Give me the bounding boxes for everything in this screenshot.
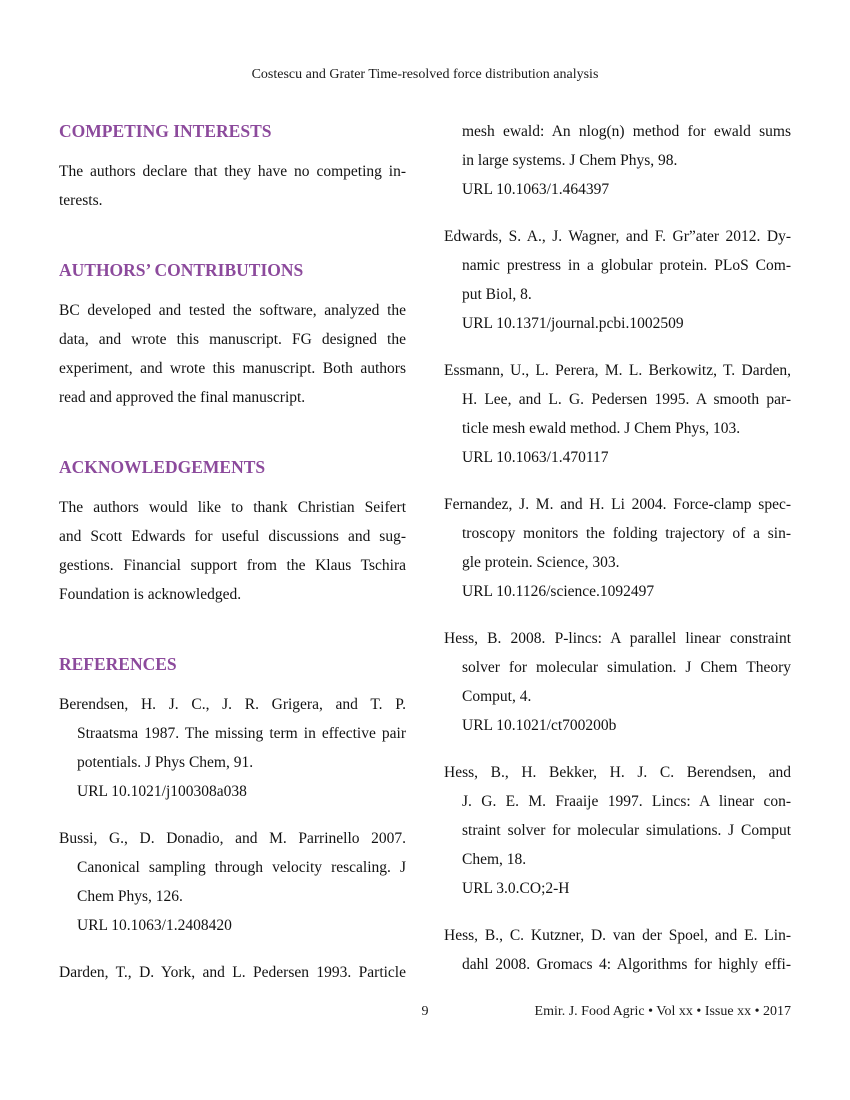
- text-line: gestions. Financial support from the Klaus Tschira: [59, 557, 406, 574]
- reference-line: mesh ewald: An nlog(n) method for ewald sums: [462, 123, 791, 140]
- reference-line: Fernandez, J. M. and H. Li 2004. Force-clamp spec-: [444, 496, 791, 513]
- reference-line: put Biol, 8.: [462, 286, 532, 303]
- text-line: data, and wrote this manuscript. FG designed the: [59, 331, 406, 348]
- right-column: [444, 117, 791, 979]
- reference-line: Chem, 18.: [462, 851, 527, 868]
- reference-item: [59, 958, 406, 987]
- text-line: The authors declare that they have no competing in-: [59, 163, 406, 180]
- reference-line: Canonical sampling through velocity rescaling. J: [77, 859, 406, 876]
- authors-contributions-heading: AUTHORS’ CONTRIBUTIONS: [59, 260, 304, 280]
- reference-line: Comput, 4.: [462, 688, 532, 705]
- reference-line: Chem Phys, 126.: [77, 888, 183, 905]
- reference-line: URL 10.1063/1.2408420: [77, 917, 232, 934]
- left-column: [59, 117, 406, 987]
- journal-info: Emir. J. Food Agric • Vol xx • Issue xx • 2017: [534, 1004, 791, 1019]
- text-line: terests.: [59, 192, 103, 209]
- reference-item: [444, 921, 791, 979]
- reference-line: URL 10.1063/1.470117: [462, 449, 609, 466]
- reference-item: [444, 490, 791, 606]
- reference-item: [444, 356, 791, 472]
- reference-item: [444, 624, 791, 740]
- reference-line: Straatsma 1987. The missing term in effective pair: [77, 725, 406, 742]
- references-heading: REFERENCES: [59, 654, 177, 674]
- reference-line: troscopy monitors the folding trajectory of a sin-: [462, 525, 791, 542]
- reference-item: [444, 222, 791, 338]
- section-acknowledgements: [59, 453, 406, 609]
- reference-line: URL 10.1021/ct700200b: [462, 717, 617, 734]
- section-references: [59, 650, 406, 987]
- running-title: Costescu and Grater Time-resolved force distribution analysis: [251, 67, 599, 82]
- text-line: read and approved the final manuscript.: [59, 389, 306, 406]
- acknowledgements-text: [59, 493, 406, 609]
- reference-line: URL 10.1063/1.464397: [462, 181, 610, 198]
- acknowledgements-heading: ACKNOWLEDGEMENTS: [59, 457, 266, 477]
- text-line: experiment, and wrote this manuscript. Both authors: [59, 360, 406, 377]
- reference-line: Hess, B., H. Bekker, H. J. C. Berendsen, and: [444, 764, 791, 781]
- reference-line: Darden, T., D. York, and L. Pedersen 1993. Particle: [59, 964, 406, 981]
- reference-line: Hess, B. 2008. P-lincs: A parallel linear constraint: [444, 630, 791, 647]
- reference-line: ticle mesh ewald method. J Chem Phys, 103.: [462, 420, 741, 437]
- reference-line: URL 10.1021/j100308a038: [77, 783, 247, 800]
- competing-interests-text: [59, 157, 406, 215]
- reference-line: Hess, B., C. Kutzner, D. van der Spoel, and E. Lin-: [444, 927, 791, 944]
- text-line: The authors would like to thank Christian Seifert: [59, 499, 406, 516]
- reference-line: gle protein. Science, 303.: [462, 554, 620, 571]
- reference-line: URL 3.0.CO;2-H: [462, 880, 570, 897]
- reference-line: Bussi, G., D. Donadio, and M. Parrinello 2007.: [59, 830, 406, 847]
- section-authors-contributions: [59, 256, 406, 412]
- page-footer: [59, 997, 791, 1026]
- text-line: BC developed and tested the software, analyzed the: [59, 302, 406, 319]
- reference-line: in large systems. J Chem Phys, 98.: [462, 152, 678, 169]
- reference-line: URL 10.1126/science.1092497: [462, 583, 655, 600]
- reference-line: URL 10.1371/journal.pcbi.1002509: [462, 315, 684, 332]
- reference-line: potentials. J Phys Chem, 91.: [77, 754, 254, 771]
- text-line: and Scott Edwards for useful discussions and sug-: [59, 528, 406, 545]
- reference-line: dahl 2008. Gromacs 4: Algorithms for highly effi-: [462, 956, 791, 973]
- reference-line: namic prestress in a globular protein. PLoS Com-: [462, 257, 791, 274]
- reference-line: straint solver for molecular simulations. J Comput: [462, 822, 791, 839]
- reference-line: H. Lee, and L. G. Pedersen 1995. A smooth par-: [462, 391, 791, 408]
- reference-line: Edwards, S. A., J. Wagner, and F. Gr”ater 2012. Dy-: [444, 228, 791, 245]
- reference-item: [59, 824, 406, 940]
- reference-line: Berendsen, H. J. C., J. R. Grigera, and T. P.: [59, 696, 406, 713]
- reference-item: [59, 690, 406, 806]
- section-competing-interests: [59, 117, 406, 215]
- reference-line: J. G. E. M. Fraaije 1997. Lincs: A linear con-: [462, 793, 791, 810]
- reference-line: Essmann, U., L. Perera, M. L. Berkowitz, T. Darden,: [444, 362, 791, 379]
- text-line: Foundation is acknowledged.: [59, 586, 242, 603]
- reference-item-continuation: [444, 117, 791, 204]
- competing-interests-heading: COMPETING INTERESTS: [59, 121, 272, 141]
- reference-line: solver for molecular simulation. J Chem Theory: [462, 659, 791, 676]
- page-number: 9: [421, 1004, 429, 1019]
- reference-item: [444, 758, 791, 903]
- authors-contributions-text: [59, 296, 406, 412]
